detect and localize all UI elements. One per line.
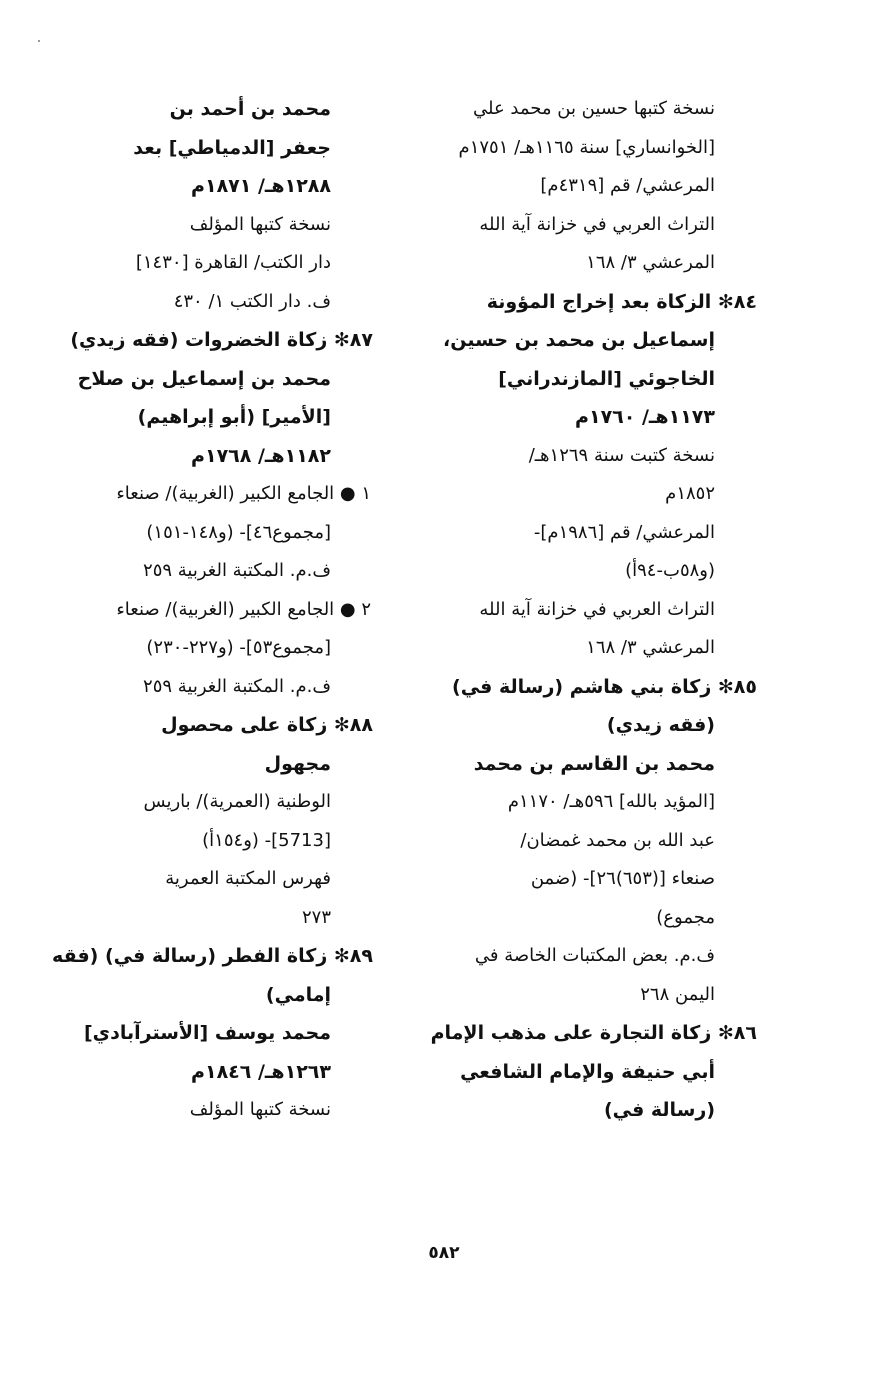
author-line: الخاجوئي [المازندراني] <box>498 367 715 390</box>
page-number: ٥٨٢ <box>428 1243 460 1263</box>
author-line: محمد يوسف [الأسترآبادي] <box>84 1022 331 1044</box>
text-line: المرعشي ٣/ ١٦٨ <box>586 637 715 658</box>
text-line: المرعشي/ قم [٤٣١٩م] <box>540 175 715 196</box>
text-line: مجموع) <box>656 906 715 928</box>
author-line: ١١٧٣هـ/ ١٧٦٠م <box>575 406 715 428</box>
entry-heading: ٨٦✻ زكاة التجارة على مذهب الإمام <box>430 1022 757 1044</box>
text-line: الوطنية (العمرية)/ باريس <box>143 791 331 812</box>
text-line: اليمن ٢٦٨ <box>640 983 715 1005</box>
text-line: المرعشي ٣/ ١٦٨ <box>586 252 715 273</box>
left-column <box>50 90 373 1130</box>
entry-heading: ٨٥✻ زكاة بني هاشم (رسالة في) <box>452 675 757 698</box>
author-line: محمد بن القاسم بن محمد <box>473 752 715 775</box>
text-line: [الخوانساري] سنة ١١٦٥هـ/ ١٧٥١م <box>458 136 715 158</box>
text-line: [المؤيد بالله] ٥٩٦هـ/ ١١٧٠م <box>507 791 715 812</box>
author-line: ١٢٨٨هـ/ ١٨٧١م <box>191 175 331 197</box>
author-line: (رسالة في) <box>603 1099 715 1121</box>
entry-heading: ٨٧✻ زكاة الخضروات (فقه زيدي) <box>70 329 373 351</box>
scan-speck <box>38 40 40 42</box>
author-line: محمد بن أحمد بن <box>169 98 331 120</box>
entry-heading: ٨٩✻ زكاة الفطر (رسالة في) (فقه <box>52 945 373 967</box>
text-line: عبد الله بن محمد غمضان/ <box>520 829 715 851</box>
text-line: ف.م. المكتبة الغربية ٢٥٩ <box>143 675 331 697</box>
copy-location-line: ٢ ● الجامع الكبير (الغربية)/ صنعاء <box>116 598 371 620</box>
author-line: إسماعيل بن محمد بن حسين، <box>443 329 715 351</box>
text-line: [مجموع٤٦]- (و١٤٨-١٥١) <box>146 521 331 543</box>
author-line: [الأمير] (أبو إبراهيم) <box>137 406 331 428</box>
text-line: ف.م. المكتبة الغربية ٢٥٩ <box>143 560 331 581</box>
text-line: فهرس المكتبة العمرية <box>165 868 331 889</box>
author-line: مجهول <box>264 752 331 775</box>
text-line: ف.م. بعض المكتبات الخاصة في <box>474 945 715 966</box>
author-line: ١٢٦٣هـ/ ١٨٤٦م <box>191 1060 331 1083</box>
text-line: التراث العربي في خزانة آية الله <box>479 598 715 620</box>
text-line: نسخة كتبها المؤلف <box>189 213 331 235</box>
author-line: محمد بن إسماعيل بن صلاح <box>77 367 331 390</box>
entry-heading: ٨٨✻ زكاة على محصول <box>161 714 373 736</box>
text-line: صنعاء [(٦٥٣)٢٦]- (ضمن <box>530 868 715 889</box>
author-line: إمامي) <box>265 983 331 1006</box>
author-line: ١١٨٢هـ/ ١٧٦٨م <box>191 444 331 467</box>
entry-heading: ٨٤✻ الزكاة بعد إخراج المؤونة <box>486 290 757 313</box>
text-line: دار الكتب/ القاهرة [١٤٣٠] <box>135 252 331 273</box>
right-column <box>430 90 757 1130</box>
text-line: [5713]- (و١٥٤أ) <box>202 829 331 851</box>
text-line: ف. دار الكتب ١/ ٤٣٠ <box>173 290 331 312</box>
text-line: التراث العربي في خزانة آية الله <box>479 213 715 235</box>
text-line: (و٥٨ب-٩٤أ) <box>625 560 715 581</box>
text-line: ٢٧٣ <box>301 906 331 928</box>
copy-location-line: ١ ● الجامع الكبير (الغربية)/ صنعاء <box>116 483 371 504</box>
author-line: جعفر [الدمياطي] بعد <box>133 136 331 159</box>
text-line: ١٨٥٢م <box>665 483 715 504</box>
text-line: نسخة كتبت سنة ١٢٦٩هـ/ <box>528 444 715 466</box>
text-line: [مجموع٥٣]- (و٢٢٧-٢٣٠) <box>146 637 331 658</box>
text-line: المرعشي/ قم [١٩٨٦م]- <box>533 521 715 543</box>
author-line: أبي حنيفة والإمام الشافعي <box>460 1060 715 1083</box>
author-line: (فقه زيدي) <box>606 714 715 736</box>
text-line: نسخة كتبها حسين بن محمد علي <box>472 98 715 119</box>
text-line: نسخة كتبها المؤلف <box>189 1099 331 1120</box>
